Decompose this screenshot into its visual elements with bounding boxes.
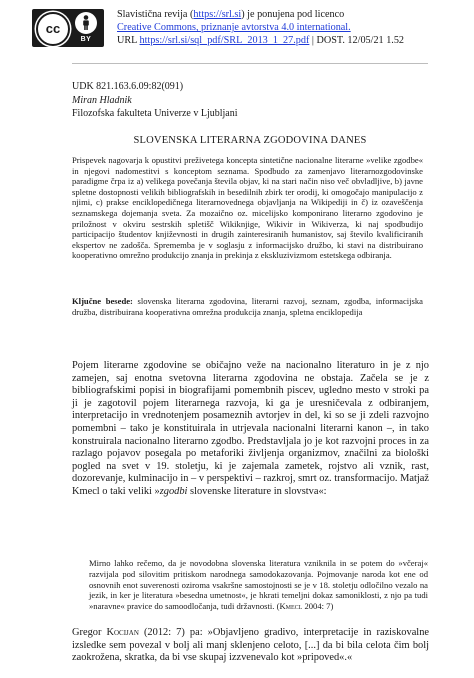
udk-code: UDK 821.163.6.09:82(091) [72, 81, 184, 92]
cc-license-link[interactable]: Creative Commons, priznanje avtorstva 4.0 international. [117, 22, 351, 34]
license-line-1: Slavistična revija (https://srl.si) je ponujena pod licenco [117, 9, 345, 20]
author-name: Miran Hladnik [72, 94, 132, 106]
license-line-2 [117, 21, 465, 34]
attribution-person-icon [75, 12, 97, 34]
quote-citation-author: Kmecl [279, 601, 303, 612]
body-paragraph-2: Gregor Kocijan (2012: 7) pa: »Objavljeno gradivo, interpretacije in raziskovalne izsledke sem povezal v bolj ali manj sklenjeno celoto, [...] da bi bila celota čim bolj zaokrožena, skratka, da bi vse skupaj izzvenevalo kot »pripoved«.« [72, 627, 429, 664]
body-paragraph: Pojem literarne zgodovine se običajno veže na nacionalno literaturo in je z njo zamejen, saj enotna svetovna literarna zgodovina ne obstaja. Začela se je z bibliografskimi popisi in biografijami pomembnih piscev, ugledno mesto v stroki pa ji je zagotovil pojem literarnega razvoja, ki ga je uresničevala z odbiranjem, interpretacijo in vrednotenjem posameznih avtorjev in del, ki so se ji zdeli razvojno pomembni – tako je konstituirala in utrjevala nacionalni literarni kanon –, in tako konstruirala nacionalno literarno zgodbo. Predstavljala jo je kot razvojni proces in za razlago pojavov posegala po metaforiki življenja organizmov, značilni za biološki pogled na svet v 19. stoletju, ki je zajemala zametek, rojstvo ali vznik, rast, dozorevanje, kulminacijo in – v perspektivi – razkroj, smrt oz. transformacijo. Matjaž Kmecl o taki veliki »zgodbi slovenske literature in slovstva«: [72, 360, 429, 497]
header-divider [72, 63, 428, 64]
cited-author-name: Kocijan [106, 627, 139, 638]
emphasis-word: zgodbi [159, 485, 188, 497]
pdf-url-link[interactable]: https://srl.si/sql_pdf/SRL_2013_1_27.pdf [139, 35, 310, 47]
license-bar [32, 9, 462, 53]
keywords [72, 296, 423, 317]
license-line-3: URL https://srl.si/sql_pdf/SRL_2013_1_27.pdf | DOST. 12/05/21 1.52 [117, 35, 405, 47]
block-quote: Mirno lahko rečemo, da je novodobna slovenska literatura vzniknila in se potem do »včeraj« razvijala pod silovitim pritiskom narodnega samodokazovanja. Pojmovanje naroda kot ene od osnovnih enot suverenosti oziroma vsakršne samostojnosti se je v 18. stoletju odločilno vezalo na jezik, in ker je literatura »besedna umetnost«, je hkrati temeljni dokaz samoniklosti, z njo pa tudi »naravne« pravice do samoodločanja, tudi državnosti. (Kmecl 2004: 7) [89, 558, 428, 612]
creative-commons-icon: cc [36, 12, 70, 46]
author-affiliation: Filozofska fakulteta Univerze v Ljubljani [72, 108, 238, 119]
by-label: BY [80, 36, 92, 43]
article-metadata [72, 80, 238, 121]
abstract: Prispevek nagovarja k opustitvi preživetega koncepta sintetične nacionalne literarne »velike zgodbe« in njegovi nadomestitvi s konceptom seznama. Spodbudo za zamenjavo literarnozgodovinske paradigme črpa iz a) velikega povečanja števila objav, ki na stari način niso več obvladljive, b) javne spletne dostopnosti velikih bibliografskih in besedilnih zbirk ter orodij, ki omogočajo manipulacijo z njimi, c) prakse enciklopedičnega literarnovednega objavljanja na Wikipediji in č) iz ozaveščenja seznamskega dojemanja sveta. Za mozaično oz. micelijsko komponirano literarno zgodovino je priložnost v okviru sestrskih spletišč Wikiknjige, Wikivir in Wikiverza, ki naj spodbudijo participacijo študentov književnosti in drugih zainteresiranih humanistov, saj število kvalificiranih ekspertov ne zadošča. Sprememba je v soglasju z informacijsko družbo, ki stavi na distribuirano kooperativno omrežno produkcijo znanja in prekinja z ekskluzivizmom estetskega odbiranja. [72, 155, 423, 261]
keywords-label: Ključne besede: [72, 296, 133, 306]
cc-by-license-badge[interactable] [32, 9, 104, 47]
srl-site-link[interactable]: https://srl.si [193, 9, 242, 20]
article-title: SLOVENSKA LITERARNA ZGODOVINA DANES [133, 135, 367, 146]
license-notice [117, 8, 465, 47]
keywords-list: slovenska literarna zgodovina, literarni razvoj, seznam, zgodba, informacijska družba, distribuirana kooperativna omrežna produkcija znanja, spletna enciklopedija [72, 296, 423, 317]
